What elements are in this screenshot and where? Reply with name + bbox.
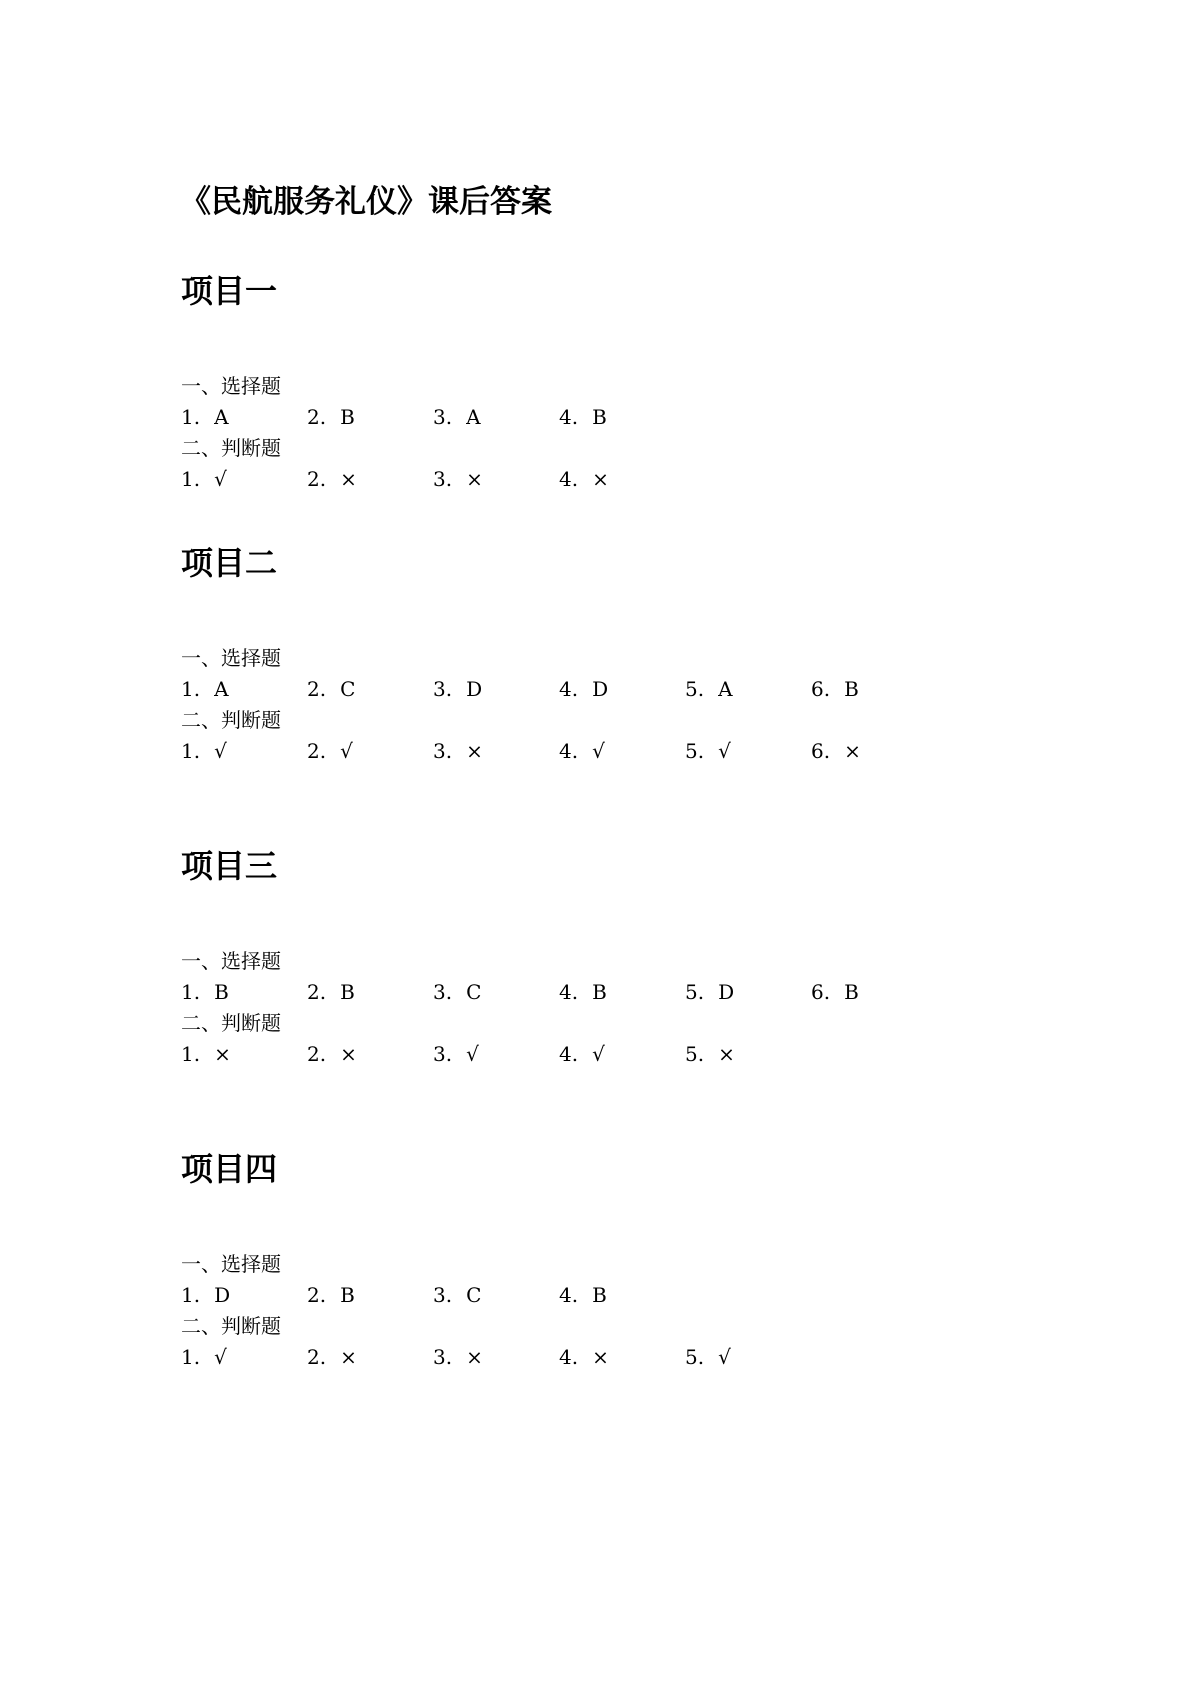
answer-item <box>307 1280 355 1311</box>
choice-answers-row <box>181 674 981 705</box>
answer-item <box>811 736 861 767</box>
judge-answers-row <box>181 1342 981 1373</box>
answer-item <box>181 402 229 433</box>
answer-value: A <box>718 677 733 701</box>
answer-item <box>433 674 482 705</box>
answer-value: × <box>466 467 483 491</box>
answer-item <box>559 402 607 433</box>
answer-value: B <box>340 980 355 1004</box>
answer-number: 3. <box>433 1283 453 1307</box>
answer-item <box>559 1342 609 1373</box>
answer-value: √ <box>340 739 353 763</box>
document-title: 《民航服务礼仪》课后答案 <box>180 184 552 220</box>
answer-value: × <box>466 1345 483 1369</box>
answer-value: B <box>592 980 607 1004</box>
answer-value: D <box>592 677 609 701</box>
answer-value: B <box>214 980 229 1004</box>
choice-answers-row <box>181 1280 981 1311</box>
answer-value: A <box>214 677 229 701</box>
answer-value: × <box>214 1042 231 1066</box>
answer-value: D <box>466 677 483 701</box>
answer-value: C <box>466 1283 482 1307</box>
answer-number: 1. <box>181 1345 201 1369</box>
choice-question-label: 一、选择题 <box>181 646 281 670</box>
answer-item <box>307 977 355 1008</box>
answer-number: 4. <box>559 1042 579 1066</box>
answer-number: 2. <box>307 467 327 491</box>
answer-number: 2. <box>307 739 327 763</box>
answer-value: √ <box>214 1345 227 1369</box>
answer-item <box>559 464 609 495</box>
answer-number: 2. <box>307 1042 327 1066</box>
answer-number: 5. <box>685 1345 705 1369</box>
answer-number: 4. <box>559 1345 579 1369</box>
answer-item <box>559 1280 607 1311</box>
answer-value: C <box>466 980 482 1004</box>
answer-value: × <box>340 467 357 491</box>
answer-number: 1. <box>181 1283 201 1307</box>
answer-value: × <box>592 1345 609 1369</box>
answer-value: B <box>340 405 355 429</box>
judge-question-label: 二、判断题 <box>181 436 281 460</box>
answer-value: √ <box>592 739 605 763</box>
judge-question-label: 二、判断题 <box>181 708 281 732</box>
answer-item <box>181 674 229 705</box>
answer-number: 3. <box>433 739 453 763</box>
answer-item <box>307 1039 357 1070</box>
judge-question-label: 二、判断题 <box>181 1011 281 1035</box>
judge-answers-row <box>181 1039 981 1070</box>
answer-number: 4. <box>559 677 579 701</box>
answer-number: 4. <box>559 1283 579 1307</box>
answer-number: 3. <box>433 980 453 1004</box>
answer-number: 1. <box>181 739 201 763</box>
answer-number: 3. <box>433 467 453 491</box>
answer-item <box>559 1039 605 1070</box>
choice-question-label: 一、选择题 <box>181 1252 281 1276</box>
answer-number: 6. <box>811 739 831 763</box>
answer-value: × <box>340 1345 357 1369</box>
answer-item <box>433 1280 481 1311</box>
answer-item <box>307 464 357 495</box>
answer-value: √ <box>718 739 731 763</box>
answer-item <box>433 977 481 1008</box>
answer-item <box>433 736 483 767</box>
answer-item <box>685 736 731 767</box>
answer-value: × <box>844 739 861 763</box>
answer-number: 6. <box>811 677 831 701</box>
answer-value: B <box>592 405 607 429</box>
answer-item <box>811 977 859 1008</box>
choice-answers-row <box>181 977 981 1008</box>
answer-number: 1. <box>181 405 201 429</box>
answer-item <box>685 1342 731 1373</box>
answer-item <box>433 1039 479 1070</box>
answer-number: 6. <box>811 980 831 1004</box>
answer-number: 3. <box>433 677 453 701</box>
answer-item <box>307 1342 357 1373</box>
answer-number: 2. <box>307 980 327 1004</box>
choice-question-label: 一、选择题 <box>181 949 281 973</box>
answer-value: √ <box>466 1042 479 1066</box>
answer-value: √ <box>214 739 227 763</box>
answer-item <box>181 736 227 767</box>
answer-item <box>559 736 605 767</box>
answer-item <box>181 1039 231 1070</box>
answer-value: B <box>340 1283 355 1307</box>
answer-value: D <box>214 1283 231 1307</box>
answer-number: 2. <box>307 1283 327 1307</box>
answer-value: A <box>214 405 229 429</box>
answer-value: B <box>844 677 859 701</box>
answer-number: 2. <box>307 677 327 701</box>
answer-number: 3. <box>433 1345 453 1369</box>
judge-question-label: 二、判断题 <box>181 1314 281 1338</box>
section-heading: 项目四 <box>181 1150 278 1188</box>
answer-number: 3. <box>433 1042 453 1066</box>
answer-item <box>181 977 229 1008</box>
answer-item <box>685 977 734 1008</box>
answer-item <box>685 674 733 705</box>
section-heading: 项目一 <box>181 272 278 310</box>
answer-value: B <box>592 1283 607 1307</box>
answer-item <box>181 1280 230 1311</box>
answer-value: C <box>340 677 356 701</box>
answer-value: B <box>844 980 859 1004</box>
answer-item <box>559 977 607 1008</box>
answer-number: 5. <box>685 980 705 1004</box>
answer-item <box>433 1342 483 1373</box>
section-project-1 <box>181 268 981 495</box>
answer-number: 1. <box>181 980 201 1004</box>
section-heading: 项目二 <box>181 544 278 582</box>
answer-number: 4. <box>559 467 579 491</box>
section-heading: 项目三 <box>181 847 278 885</box>
answer-item <box>433 464 483 495</box>
answer-value: D <box>718 980 735 1004</box>
answer-value: × <box>340 1042 357 1066</box>
answer-value: √ <box>214 467 227 491</box>
answer-number: 5. <box>685 677 705 701</box>
answer-number: 4. <box>559 980 579 1004</box>
answer-value: √ <box>718 1345 731 1369</box>
answer-number: 2. <box>307 1345 327 1369</box>
answer-item <box>811 674 859 705</box>
answer-value: × <box>466 739 483 763</box>
answer-number: 5. <box>685 739 705 763</box>
answer-number: 5. <box>685 1042 705 1066</box>
choice-question-label: 一、选择题 <box>181 374 281 398</box>
choice-answers-row <box>181 402 981 433</box>
answer-value: × <box>592 467 609 491</box>
judge-answers-row <box>181 464 981 495</box>
answer-item <box>685 1039 735 1070</box>
judge-answers-row <box>181 736 981 767</box>
answer-item <box>433 402 481 433</box>
answer-item <box>181 1342 227 1373</box>
answer-value: A <box>466 405 481 429</box>
section-project-2 <box>181 540 981 767</box>
section-project-3 <box>181 843 981 1070</box>
answer-number: 4. <box>559 405 579 429</box>
answer-value: × <box>718 1042 735 1066</box>
answer-item <box>307 736 353 767</box>
answer-item <box>307 674 355 705</box>
answer-number: 1. <box>181 467 201 491</box>
answer-item <box>307 402 355 433</box>
answer-item <box>559 674 608 705</box>
answer-number: 2. <box>307 405 327 429</box>
answer-number: 3. <box>433 405 453 429</box>
answer-number: 1. <box>181 1042 201 1066</box>
section-project-4 <box>181 1146 981 1373</box>
answer-item <box>181 464 227 495</box>
answer-value: √ <box>592 1042 605 1066</box>
answer-number: 4. <box>559 739 579 763</box>
answer-number: 1. <box>181 677 201 701</box>
